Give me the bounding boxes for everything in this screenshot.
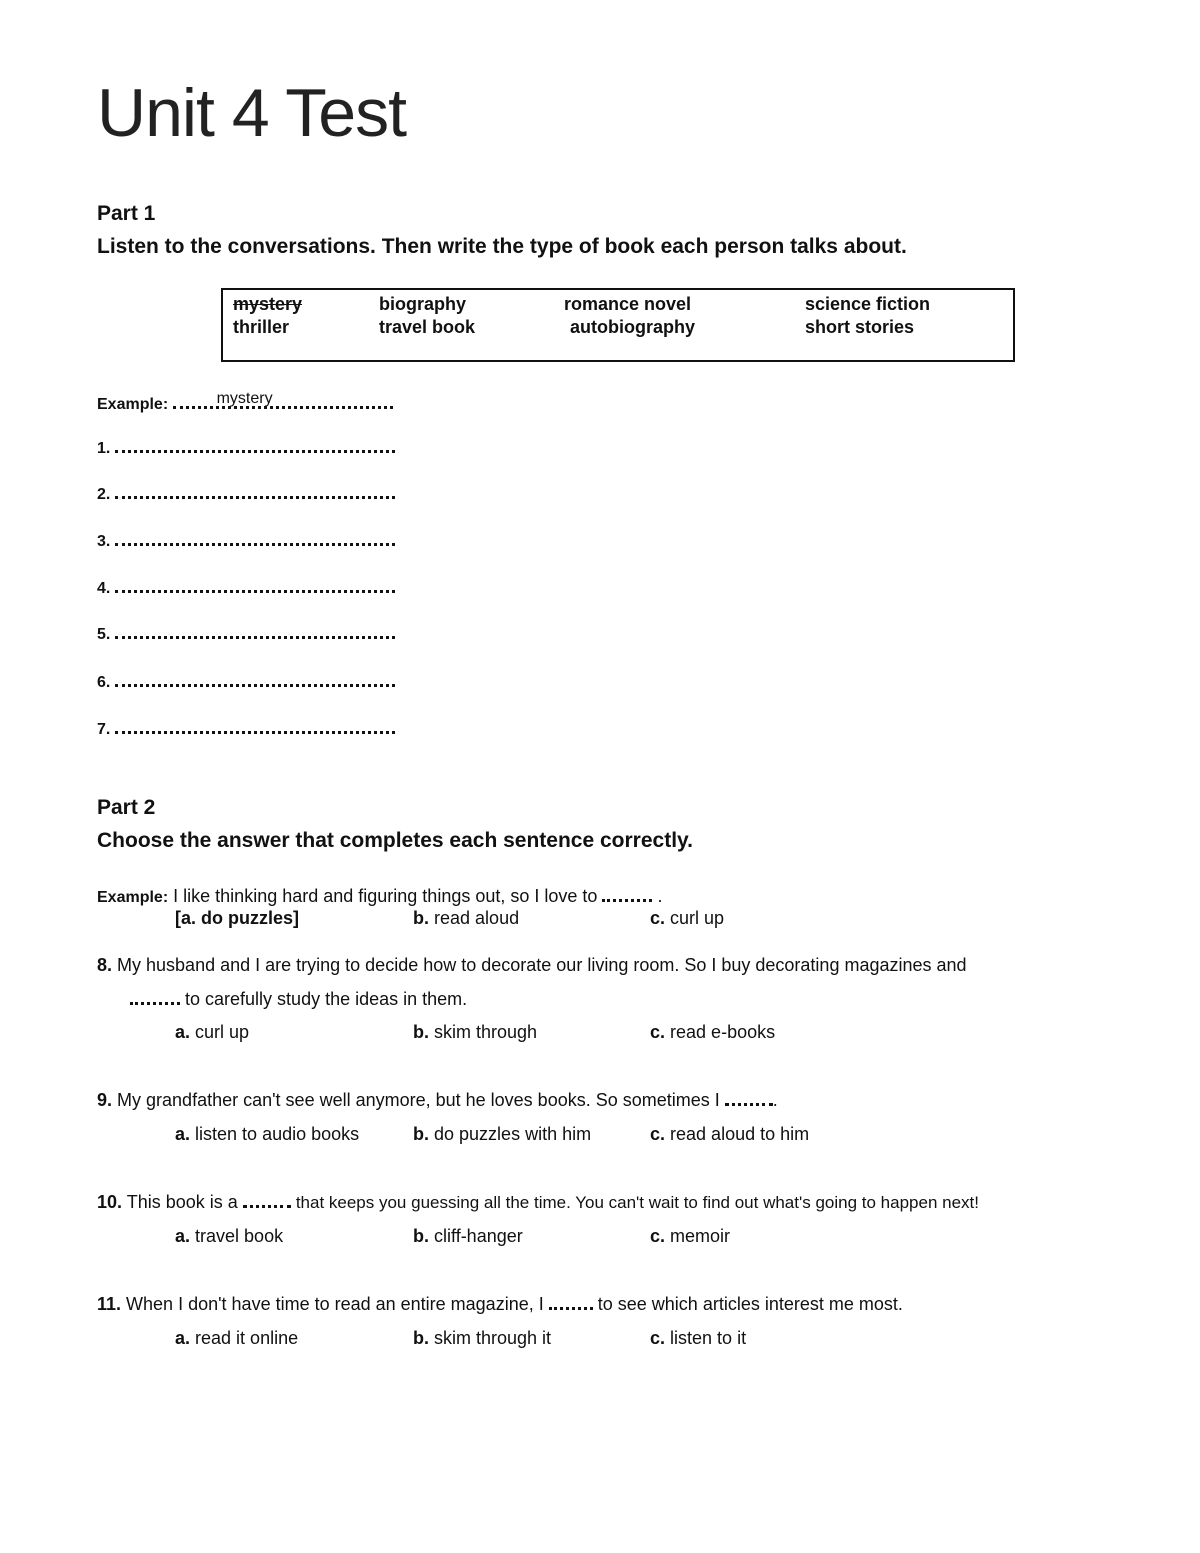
answer-line-6[interactable] — [97, 674, 395, 692]
option-letter: b. — [413, 1328, 429, 1348]
option-text: read it online — [195, 1328, 299, 1348]
example-option-b — [413, 908, 519, 929]
item-number: 6. — [97, 674, 111, 691]
question-text: When I don't have time to read an entire magazine, I — [126, 1294, 544, 1314]
part1-label: Part 1 — [97, 202, 156, 225]
question-number: 8. — [97, 955, 113, 975]
part2-example-question — [97, 886, 662, 907]
option-text: curl up — [195, 1022, 250, 1042]
answer-blank[interactable] — [115, 533, 395, 546]
q9-option-a[interactable] — [175, 1124, 359, 1145]
question-number: 9. — [97, 1090, 113, 1110]
option-text: read e-books — [670, 1022, 776, 1042]
option-text: skim through — [434, 1022, 538, 1042]
answer-blank[interactable] — [115, 721, 395, 734]
option-text: listen to it — [670, 1328, 747, 1348]
option-text: memoir — [670, 1226, 731, 1246]
question-blank[interactable] — [549, 1297, 593, 1310]
part2-label: Part 2 — [97, 796, 156, 819]
page-title: Unit 4 Test — [97, 75, 407, 151]
question-blank[interactable] — [243, 1195, 291, 1208]
example-label: Example: — [97, 889, 169, 906]
question-number: 11. — [97, 1294, 122, 1314]
item-number: 4. — [97, 580, 111, 597]
answer-blank[interactable] — [115, 626, 395, 639]
option-text: do puzzles] — [201, 908, 300, 928]
option-letter: c. — [650, 1022, 666, 1042]
answer-line-4[interactable] — [97, 580, 395, 598]
q11-option-a[interactable] — [175, 1328, 298, 1349]
option-text: travel book — [195, 1226, 284, 1246]
option-letter: a. — [175, 1124, 191, 1144]
answer-line-7[interactable] — [97, 721, 395, 739]
q10-option-c[interactable] — [650, 1226, 730, 1247]
answer-blank[interactable] — [115, 580, 395, 593]
item-number: 5. — [97, 626, 111, 643]
q11-option-b[interactable] — [413, 1328, 551, 1349]
question-9 — [97, 1090, 778, 1111]
option-letter: b. — [413, 1124, 429, 1144]
q8-option-b[interactable] — [413, 1022, 537, 1043]
part1-example — [97, 392, 393, 414]
q9-option-b[interactable] — [413, 1124, 591, 1145]
option-letter: b. — [413, 908, 429, 928]
example-end: . — [657, 886, 663, 906]
word-romance-novel: romance novel — [564, 294, 692, 314]
question-text: to see which articles interest me most. — [597, 1294, 903, 1314]
q10-option-a[interactable] — [175, 1226, 283, 1247]
word-science-fiction: science fiction — [805, 294, 931, 314]
option-letter: a. — [175, 1022, 191, 1042]
option-letter: c. — [650, 1226, 666, 1246]
q8-option-a[interactable] — [175, 1022, 249, 1043]
example-text: I like thinking hard and figuring things out, so I love to — [173, 886, 598, 906]
option-text: listen to audio books — [195, 1124, 360, 1144]
question-11 — [97, 1294, 903, 1315]
example-answer-line — [173, 392, 393, 409]
q11-option-c[interactable] — [650, 1328, 746, 1349]
question-10 — [97, 1192, 979, 1213]
part1-instruction: Listen to the conversations. Then write the type of book each person talks about. — [97, 235, 907, 258]
option-text: skim through it — [434, 1328, 552, 1348]
option-letter: c. — [650, 908, 666, 928]
option-text: read aloud to him — [670, 1124, 810, 1144]
word-thriller: thriller — [233, 317, 290, 337]
item-number: 1. — [97, 440, 111, 457]
item-number: 3. — [97, 533, 111, 550]
q8-option-c[interactable] — [650, 1022, 775, 1043]
option-letter: c. — [650, 1328, 666, 1348]
word-autobiography: autobiography — [570, 317, 695, 337]
option-letter: b. — [413, 1226, 429, 1246]
item-number: 7. — [97, 721, 111, 738]
answer-line-3[interactable] — [97, 533, 395, 551]
option-text: read aloud — [434, 908, 520, 928]
question-8-line2 — [130, 989, 467, 1010]
answer-blank[interactable] — [115, 674, 395, 687]
question-end: . — [772, 1090, 778, 1110]
option-text: curl up — [670, 908, 725, 928]
example-option-c — [650, 908, 724, 929]
question-8 — [97, 955, 967, 976]
q10-option-b[interactable] — [413, 1226, 523, 1247]
example-blank — [602, 889, 652, 902]
option-text: cliff-hanger — [434, 1226, 523, 1246]
q9-option-c[interactable] — [650, 1124, 809, 1145]
option-letter: a. — [175, 1226, 191, 1246]
question-blank[interactable] — [725, 1093, 773, 1106]
answer-line-2[interactable] — [97, 486, 395, 504]
question-text: This book is a — [126, 1192, 238, 1212]
question-blank[interactable] — [130, 992, 180, 1005]
answer-line-1[interactable] — [97, 440, 395, 458]
answer-blank[interactable] — [115, 486, 395, 499]
option-letter: a. — [175, 1328, 191, 1348]
option-letter: [a. — [175, 908, 197, 928]
word-box — [221, 288, 1015, 362]
example-label: Example: — [97, 396, 169, 413]
question-number: 10. — [97, 1192, 123, 1212]
word-travel-book: travel book — [379, 317, 476, 337]
answer-blank[interactable] — [115, 440, 395, 453]
question-text: that keeps you guessing all the time. You can't wait to find out what's going to happen next! — [295, 1193, 979, 1212]
option-letter: c. — [650, 1124, 666, 1144]
question-text: to carefully study the ideas in them. — [185, 989, 468, 1009]
item-number: 2. — [97, 486, 111, 503]
question-text: My grandfather can't see well anymore, but he loves books. So sometimes I — [117, 1090, 720, 1110]
part2-instruction: Choose the answer that completes each sentence correctly. — [97, 829, 693, 852]
question-text: My husband and I are trying to decide how to decorate our living room. So I buy decorating magazines and — [117, 955, 967, 975]
answer-line-5[interactable] — [97, 626, 395, 644]
option-letter: b. — [413, 1022, 429, 1042]
word-short-stories: short stories — [805, 317, 915, 337]
option-text: do puzzles with him — [434, 1124, 592, 1144]
word-mystery: mystery — [233, 294, 303, 314]
example-option-a — [175, 908, 299, 929]
example-answer: mystery — [216, 390, 273, 407]
word-biography: biography — [379, 294, 467, 314]
